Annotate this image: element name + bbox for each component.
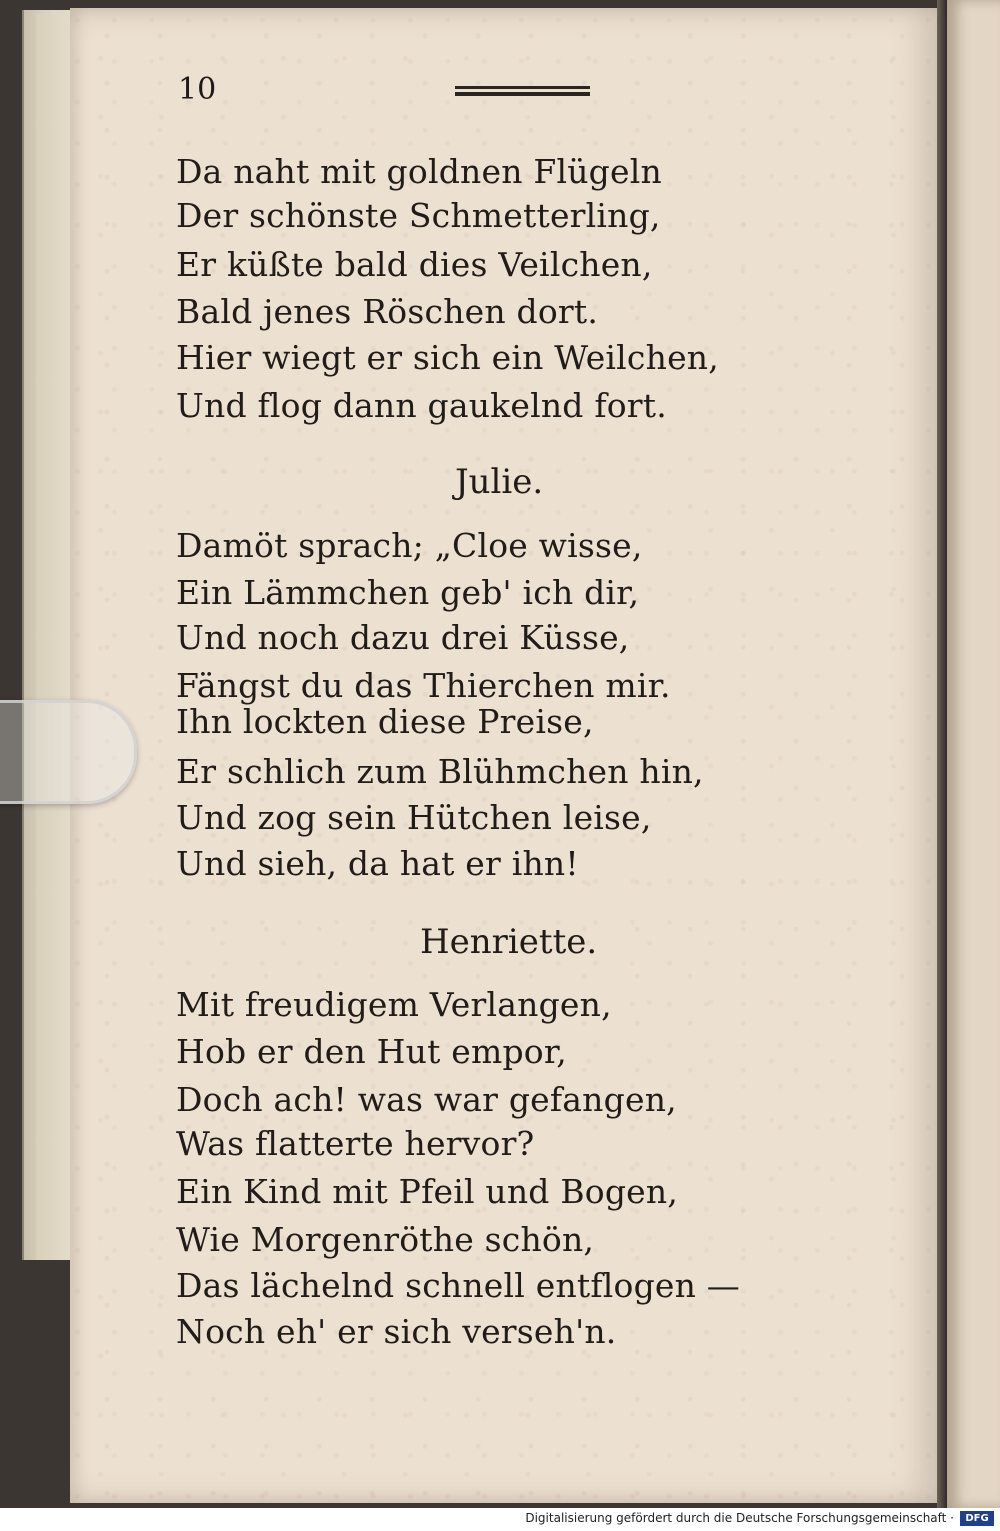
verse-line: Und flog dann gaukelnd fort.	[176, 386, 667, 425]
verse-line: Wie Morgenröthe schön,	[176, 1220, 595, 1259]
verse-line: Und zog sein Hütchen leise,	[176, 798, 652, 837]
facing-page-edge	[947, 0, 1000, 1508]
verse-line: Was flatterte hervor?	[176, 1124, 535, 1163]
verse-line: Ihn lockten diese Preise,	[176, 702, 594, 741]
verse-line: Ein Lämmchen geb' ich dir,	[176, 573, 640, 612]
verse-line: Er küßte bald dies Veilchen,	[176, 245, 653, 284]
verse-line: Hob er den Hut empor,	[176, 1032, 567, 1071]
book-gutter	[937, 0, 947, 1508]
verse-line: Fängst du das Thierchen mir.	[176, 666, 671, 705]
verse-line: Hier wiegt er sich ein Weilchen,	[176, 338, 719, 377]
verse-line: Und sieh, da hat er ihn!	[176, 844, 579, 883]
verse-line: Und noch dazu drei Küsse,	[176, 618, 630, 657]
page-clip	[0, 700, 137, 804]
verse-line: Das lächelnd schnell entflogen —	[176, 1266, 740, 1305]
verse-line: Er schlich zum Blühmchen hin,	[176, 752, 704, 791]
verse-line: Ein Kind mit Pfeil und Bogen,	[176, 1172, 679, 1211]
verse-line: Der schönste Schmetterling,	[176, 196, 661, 235]
verse-line: Da naht mit goldnen Flügeln	[176, 152, 662, 191]
verse-line: Noch eh' er sich verseh'n.	[176, 1312, 617, 1351]
section-heading: Julie.	[455, 462, 544, 502]
header-rule	[455, 86, 590, 96]
verse-line: Bald jenes Röschen dort.	[176, 292, 599, 331]
verse-line: Mit freudigem Verlangen,	[176, 985, 612, 1024]
section-heading: Henriette.	[420, 922, 598, 962]
dfg-logo: DFG	[960, 1511, 994, 1526]
digitization-footer	[0, 1508, 1000, 1531]
funding-credit: Digitalisierung gefördert durch die Deutsche Forschungsgemeinschaft ·	[525, 1511, 954, 1525]
verse-line: Doch ach! was war gefangen,	[176, 1080, 677, 1119]
verse-line: Damöt sprach; „Cloe wisse,	[176, 526, 643, 565]
page-number: 10	[178, 72, 217, 107]
